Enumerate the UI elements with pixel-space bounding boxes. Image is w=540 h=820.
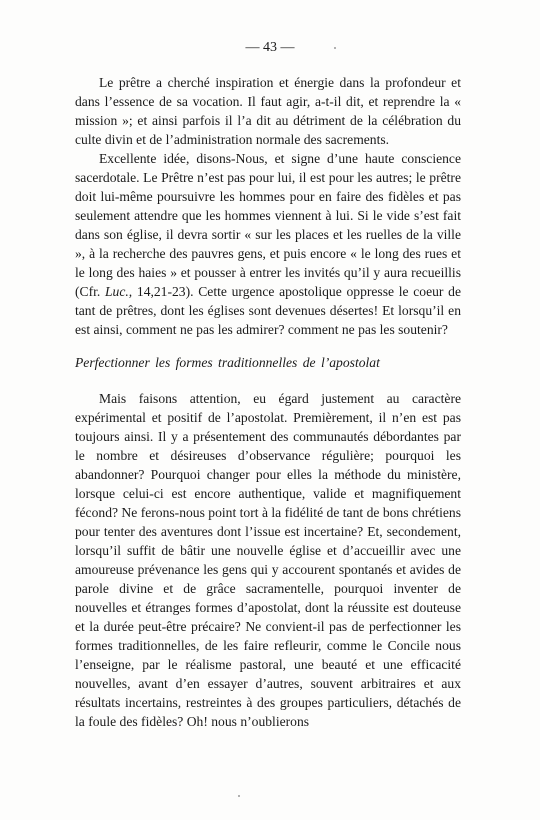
paragraph-excellente-idee-text xyxy=(75,149,461,339)
paragraph-mission xyxy=(75,73,461,149)
section-heading: Perfectionner les formes traditionnelles de l’apostolat xyxy=(75,355,380,370)
paragraph-excellente-idee-part1: Excellente idée, disons-Nous, et signe d’une haute conscience sacerdotale. Le Prêtre n’est pas pour lui, il est pour les autres; le prêtre doit lui-même poursuivre les hommes pour en faire des fidèles et pas seulement attendre que les hommes viennent à lui. Si le vide s’est fait dans son église, il devra sortir « sur les places et les ruelles de la ville », à la recherche des pauvres gens, et puis encore « le long des rues et le long des haies » et pousser à entrer les invités qu’il y aura recueillis (Cfr. xyxy=(75,151,461,299)
paragraph-excellente-idee xyxy=(75,149,461,339)
paragraph-excellente-idee-part2: 14,21-23). Cette urgence apostolique oppresse le coeur de tant de prêtres, dont les églises sont devenues désertes! Et lorsqu’il en est ainsi, comment ne pas les admirer? comment ne pas les soutenir? xyxy=(75,284,461,337)
paragraph-faisons-attention xyxy=(75,389,461,731)
page-number: — 43 — xyxy=(245,40,295,55)
paragraph-faisons-attention-text: Mais faisons attention, eu égard justement au caractère expérimental et positif de l’apostolat. Premièrement, il n’en est pas toujours ainsi. Il y a présentement des communautés débordantes par le nombre et désireuses d’observance régulière; pourquoi les abandonner? Pourquoi changer pour elles la méthode du ministère, lorsque celui-ci est encore authentique, valide et magnifiquement fécond? Ne ferons-nous point tort à la fidélité de tant de bons chrétiens pour tenter des aventures dont l’issue est incertaine? Et, secondement, lorsqu’il suffit de bâtir une nouvelle église et d’accueillir avec une amoureuse prévenance les gens qui y accourent spontanés et avides de parole divine et de grâce sacramentelle, pourquoi inventer de nouvelles et étranges formes d’apostolat, dont la réussite est douteuse et la durée peut-être précaire? Ne convient-il pas de perfectionner les formes traditionnelles, de les faire refleurir, comme le Concile nous l’enseigne, par le réalisme pastoral, une beauté et une efficacité nouvelles, avant d’en essayer d’autres, souvent arbitraires et aux résultats incertains, restreintes à des groupes particuliers, détachés de la foule des fidèles? Oh! nous n’oublierons xyxy=(75,391,461,729)
scripture-reference-book: Luc., xyxy=(105,284,133,299)
speck-mark xyxy=(238,795,240,797)
speck-mark xyxy=(334,47,336,49)
paragraph-mission-text: Le prêtre a cherché inspiration et énergie dans la profondeur et dans l’essence de sa vocation. Il faut agir, a-t-il dit, et reprendre la « mission »; et ainsi parfois il l’a dit au détriment de la célébration du culte divin et de l’administration normale des sacrements. xyxy=(75,75,461,147)
